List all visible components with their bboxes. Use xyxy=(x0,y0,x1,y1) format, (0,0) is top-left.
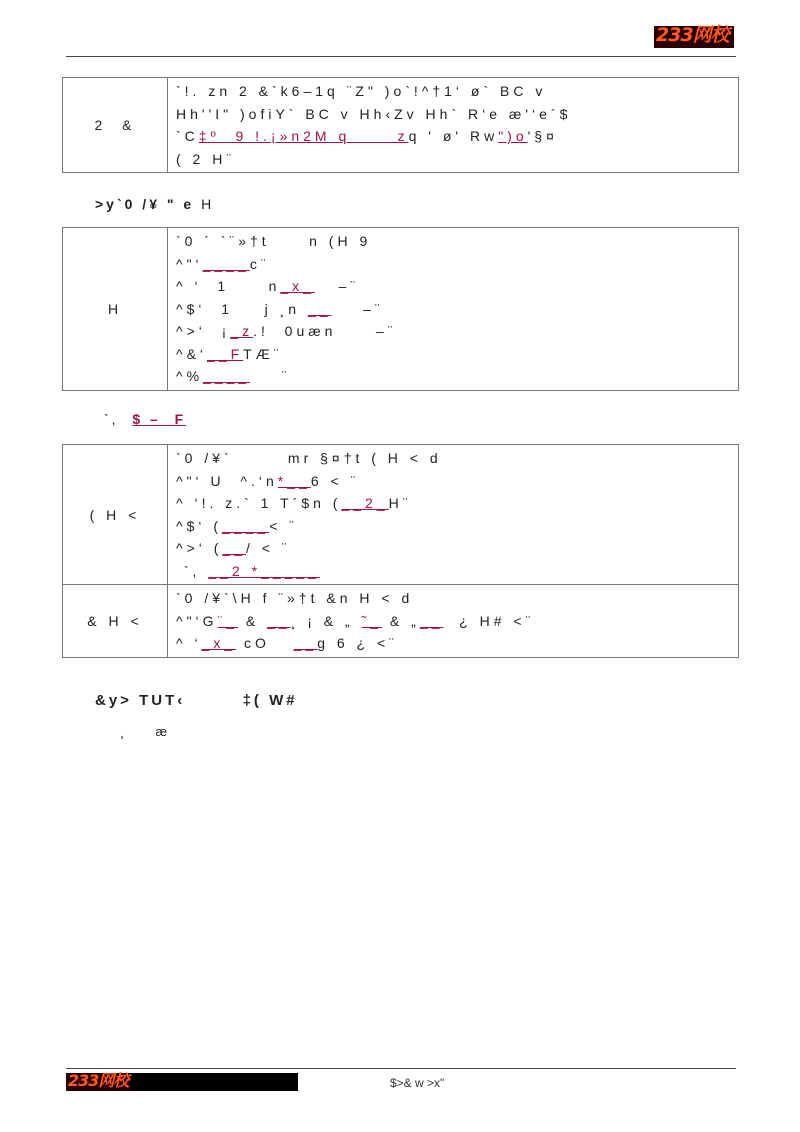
underlined-segment: __ xyxy=(307,300,332,317)
text-line xyxy=(176,125,732,148)
row-label: & H < xyxy=(63,585,168,658)
text-line xyxy=(176,537,732,560)
row-body xyxy=(168,445,739,585)
brand-logo-bottom: 233网校 xyxy=(68,1071,129,1090)
text-segment: 6 < ¨ xyxy=(310,472,360,489)
text-segment: –¨ xyxy=(331,300,384,317)
text-segment: ¿ H# <¨ xyxy=(443,612,535,629)
underlined-segment: _x_ xyxy=(201,635,237,651)
row-body xyxy=(168,228,739,391)
text-line xyxy=(176,230,732,253)
text-line xyxy=(176,515,732,538)
note-line: `, $ – F xyxy=(104,411,187,427)
text-line xyxy=(176,343,732,366)
text-segment: `, xyxy=(176,562,209,579)
row-body xyxy=(168,78,739,173)
table-row xyxy=(63,78,739,173)
text-segment: ^ ‘ xyxy=(176,635,202,651)
underlined-segment: __2 *_____ xyxy=(208,562,320,579)
text-segment: cO xyxy=(236,635,294,651)
text-segment: ^"‘ xyxy=(176,255,203,272)
text-segment: c¨ xyxy=(249,255,270,272)
row-label: 2 & xyxy=(63,78,168,173)
text-segment: ^>‘ ¡ xyxy=(176,323,231,339)
text-segment: ^>‘ ( xyxy=(176,540,223,556)
underlined-segment: ____ xyxy=(203,368,251,384)
underlined-segment: ")o xyxy=(498,128,528,144)
underlined-segment: ‡º 9 !.¡»n2M q z xyxy=(198,128,409,144)
underlined-segment: __ xyxy=(293,635,318,651)
text-line xyxy=(176,560,732,583)
text-segment: ^$‘ ( xyxy=(176,517,223,534)
text-segment: `!. zn 2 &`k6–1q ¨Z" )o`!^†1‘ ø` BC v xyxy=(176,83,547,99)
text-line xyxy=(176,148,732,171)
text-segment: TÆ¨ xyxy=(243,345,283,362)
underlined-segment: *__ xyxy=(277,472,311,489)
text-segment: ^% xyxy=(176,368,204,384)
text-segment: `0 ´ `¨»†t n (H 9 xyxy=(176,233,372,249)
text-line xyxy=(176,103,732,126)
text-segment: & xyxy=(238,612,268,629)
section-heading-2: &y> TUT‹ ‡( W# xyxy=(95,692,298,709)
text-line xyxy=(176,275,732,298)
text-segment: '§¤ xyxy=(527,128,558,144)
row-label: H xyxy=(63,228,168,391)
text-segment: ^"‘G xyxy=(176,612,218,629)
underlined-segment: __2_ xyxy=(341,495,389,511)
footer-text: $>& w >x" xyxy=(390,1076,445,1090)
text-segment: Hh''I" )ofiY` BC v Hh‹Zv Hh` R‘e æ'‘e´$ xyxy=(176,105,572,122)
text-segment: .! 0uæn –¨ xyxy=(253,323,397,339)
underlined-segment: __ xyxy=(222,540,246,556)
row-body xyxy=(168,585,739,658)
underlined-segment: ____ xyxy=(222,517,270,534)
text-segment: `0 /¥`\H f ¨»†t &n H < d xyxy=(176,590,414,606)
text-line xyxy=(176,365,732,388)
underlined-segment: __F xyxy=(207,345,244,362)
text-line xyxy=(176,632,732,655)
text-segment: ^ ‘ 1 n xyxy=(176,278,281,294)
text-segment: ^"‘ U ^.‘n xyxy=(176,472,278,489)
text-segment: H¨ xyxy=(388,495,412,511)
table-section-1 xyxy=(62,77,739,173)
text-segment: / < ¨ xyxy=(246,540,291,556)
section-heading-1: >y`0 /¥ " e H xyxy=(95,196,215,212)
text-segment: & „ xyxy=(382,612,420,629)
text-line xyxy=(176,320,732,343)
underlined-segment: ¨_ xyxy=(217,612,238,629)
text-line xyxy=(176,80,732,103)
underlined-segment: __ xyxy=(419,612,444,629)
text-line xyxy=(176,587,732,610)
text-segment: ( 2 H¨ xyxy=(176,150,235,167)
text-segment: `0 /¥` mr §¤†t ( H < d xyxy=(176,450,442,466)
text-line xyxy=(176,470,732,493)
text-segment: < ¨ xyxy=(269,517,298,534)
text-segment: q ' ø' Rw xyxy=(408,128,499,144)
text-line xyxy=(176,253,732,276)
header-rule xyxy=(66,56,736,57)
text-line xyxy=(176,610,732,633)
text-segment: ¸ ¡ & „ xyxy=(290,612,362,629)
text-segment: –¨ xyxy=(314,278,360,294)
footer-rule xyxy=(66,1068,736,1069)
underlined-segment: _z xyxy=(230,323,254,339)
text-segment: ¨ xyxy=(250,368,291,384)
text-segment: ^$‘ 1 j ¸n xyxy=(176,300,308,317)
text-line xyxy=(176,492,732,515)
text-segment: ^&‘ xyxy=(176,345,208,362)
underlined-segment: __ xyxy=(267,612,291,629)
row-label: ( H < xyxy=(63,445,168,585)
table-row xyxy=(63,445,739,585)
underlined-segment: _x_ xyxy=(280,278,315,294)
text-line xyxy=(176,447,732,470)
underlined-segment: ____ xyxy=(202,255,250,272)
underlined-segment: ˜_ xyxy=(361,612,383,629)
table-section-2 xyxy=(62,227,739,391)
text-line xyxy=(176,298,732,321)
text-segment: `C xyxy=(176,128,199,144)
text-segment: ^ ‘!. z.` 1 T´$n ( xyxy=(176,495,342,511)
table-row xyxy=(63,585,739,658)
sub-note: ¸ æ xyxy=(120,724,176,739)
brand-logo-top: 233网校 xyxy=(654,26,734,48)
table-row xyxy=(63,228,739,391)
text-segment: g 6 ¿ <¨ xyxy=(317,635,398,651)
table-section-3 xyxy=(62,444,739,658)
